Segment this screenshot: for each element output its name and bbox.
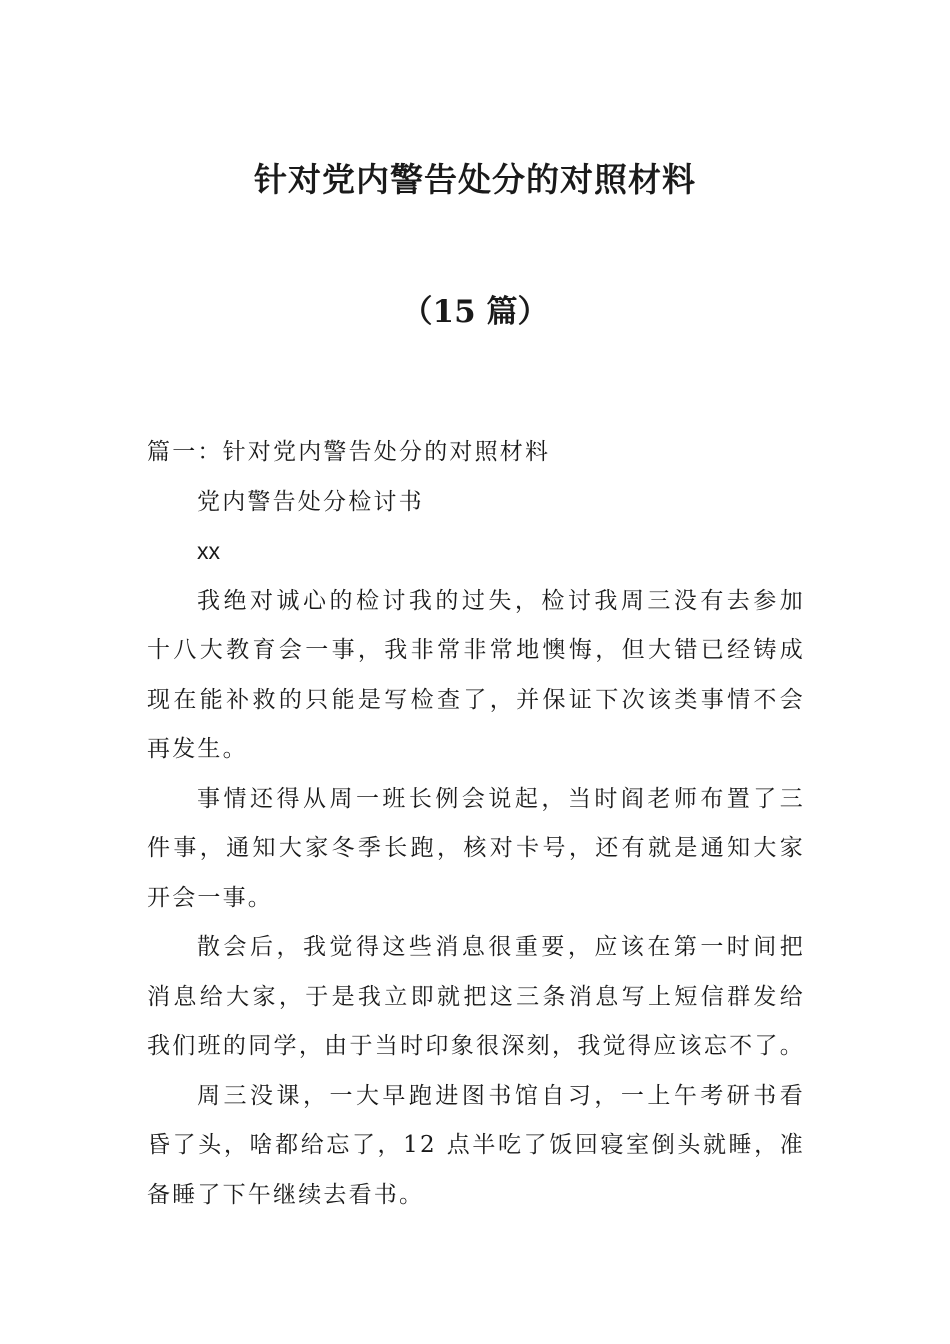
paragraph-line: 周三没课，一大早跑进图书馆自习，一上午考研书看 (197, 1082, 805, 1109)
section-heading: 篇一：针对党内警告处分的对照材料 (147, 439, 551, 465)
paragraph-line: 十八大教育会一事，我非常非常地懊悔，但大错已经铸成 (147, 637, 805, 663)
paragraph-line: 事情还得从周一班长例会说起，当时阎老师布置了三 (197, 785, 805, 812)
paragraph-line: 件事，通知大家冬季长跑，核对卡号，还有就是通知大家 (147, 835, 805, 861)
paragraph-line: 消息给大家，于是我立即就把这三条消息写上短信群发给 (147, 983, 805, 1010)
paragraph-line: 昏了头，啥都给忘了，12 点半吃了饭回寝室倒头就睡，准 (147, 1132, 805, 1158)
paragraph-line: 现在能补救的只能是写检查了，并保证下次该类事情不会 (147, 686, 805, 713)
paragraph-line: 我绝对诚心的检讨我的过失，检讨我周三没有去参加 (197, 587, 805, 614)
paragraph-line: 开会一事。 (147, 884, 273, 911)
paragraph-3 (147, 923, 805, 1072)
paragraph-line: 散会后，我觉得这些消息很重要，应该在第一时间把 (197, 934, 805, 960)
paragraph-line: 备睡了下午继续去看书。 (147, 1181, 425, 1208)
document-subtitle: （15 篇） (401, 294, 549, 330)
letter-title: 党内警告处分检讨书 (197, 488, 424, 515)
paragraph-line: 再发生。 (147, 736, 248, 762)
paragraph-1 (147, 577, 805, 775)
document-title: 针对党内警告处分的对照材料 (254, 160, 696, 199)
author-name: xx (197, 538, 220, 564)
document-body (147, 428, 805, 1220)
paragraph-line: 我们班的同学，由于当时印象很深刻，我觉得应该忘不了。 (147, 1033, 805, 1059)
paragraph-4 (147, 1072, 805, 1221)
paragraph-2 (147, 775, 805, 924)
